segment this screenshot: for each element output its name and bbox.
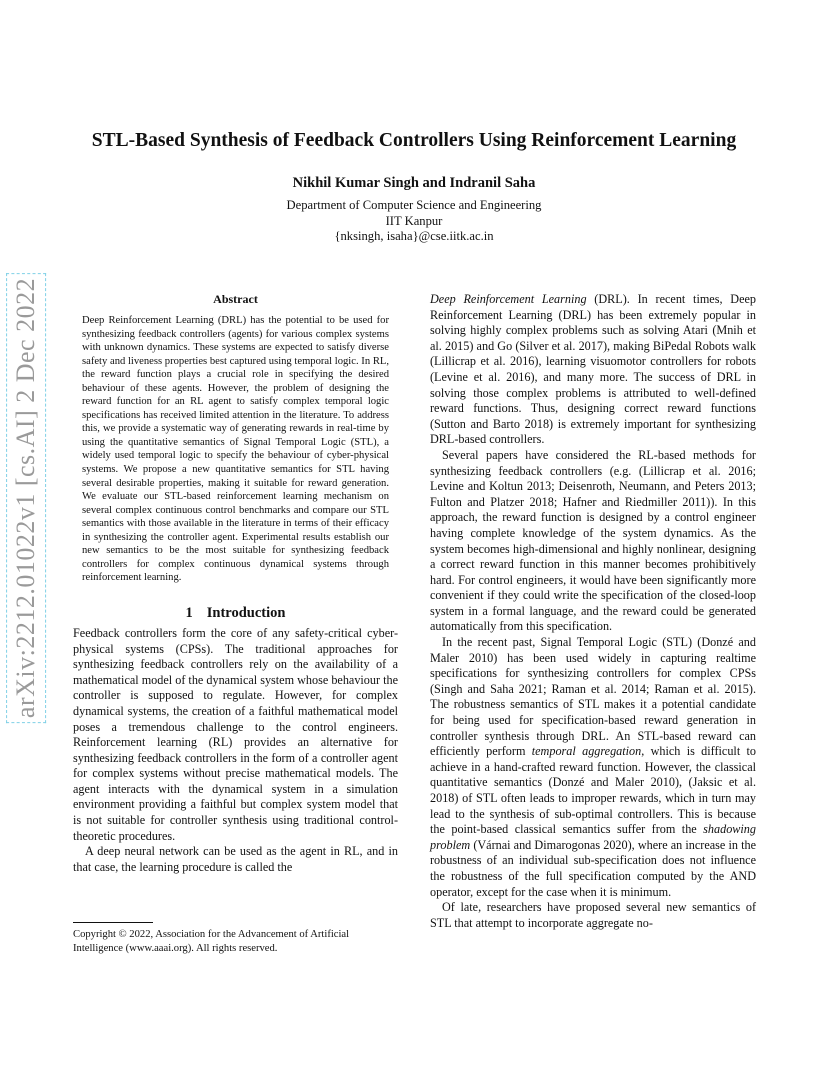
affiliation-department: Department of Computer Science and Engineering	[286, 198, 542, 212]
paper-title: STL-Based Synthesis of Feedback Controllers Using Reinforcement Learning	[91, 130, 737, 151]
section-title: Introduction	[206, 604, 286, 621]
section-number: 1	[185, 604, 193, 621]
right-paragraph-3-text-a: In the recent past, Signal Temporal Logic (STL) (Donzé and Maler 2010) has been used widely in capturing realtime specifications for synthesizing controllers for complex CPSs (Singh and Saha 2021; Raman et al. 2014; Raman et al. 2015). The robustness semantics of STL makes it a potential candidate for being used for specification-based reward generation in controller synthesis through DRL. An STL-based reward can efficiently perform	[430, 635, 756, 759]
affiliation-email: {nksingh, isaha}@cse.iitk.ac.in	[334, 229, 494, 243]
arxiv-identifier: arXiv:2212.01022v1 [cs.AI] 2 Dec 2022	[11, 277, 40, 719]
affiliation-institute: IIT Kanpur	[385, 213, 443, 228]
right-column	[430, 292, 756, 931]
abstract-text: Deep Reinforcement Learning (DRL) has the potential to be used for synthesizing feedback controllers (agents) for various complex systems with unknown dynamics. These systems are expected to satisfy diverse safety and liveness properties best captured using temporal logic. In RL, the reward function plays a crucial role in specifying the desired behaviour of these agents. However, the problem of designing the reward function for an RL agent to satisfy complex temporal logic specifications has received limited attention in the literature. To address this, we provide a systematic way of generating rewards in real-time by using the quantitative semantics of Signal Temporal Logic (STL), a widely used temporal logic to specify the behaviour of cyber-physical systems. We propose a new quantitative semantics for STL having several desirable properties, making it suitable for reward generation. We evaluate our STL-based reinforcement learning mechanism on several complex continuous control benchmarks and compare our STL semantics with those available in the literature in terms of their efficacy in synthesizing the controller agent. Experimental results establish our new semantics to be the most suitable for synthesizing feedback controllers for complex continuous dynamical systems through reinforcement learning.	[82, 315, 389, 584]
right-paragraph-4: Of late, researchers have proposed several new semantics of STL that attempt to incorporate aggregate no-	[430, 900, 756, 930]
copyright-footnote: Copyright © 2022, Association for the Advancement of Artificial Intelligence (www.aaai.org). All rights reserved.	[73, 929, 350, 954]
affiliation-block	[72, 198, 756, 245]
right-paragraph-1	[430, 292, 756, 448]
temporal-aggregation-italic: temporal aggregation	[531, 744, 642, 759]
right-paragraph-2: Several papers have considered the RL-based methods for synthesizing feedback controllers (e.g. (Lillicrap et al. 2016; Levine and Koltun 2013; Deisenroth, Neumann, and Peters 2013; Fulton and Platzer 2018; Hafner and Riedmiller 2011)). In this approach, the reward function is designed by a control engineer having complete knowledge of the system dynamics. As the system becomes high-dimensional and highly nonlinear, designing a correct reward function in this manner becomes prohibitively hard. For control engineers, it would have been significantly more convenient if they could write the specification of the closed-loop system in a formal language, and the reward could be generated automatically from this specification.	[430, 447, 756, 634]
section-heading-introduction	[73, 605, 398, 622]
intro-paragraph-2: A deep neural network can be used as the agent in RL, and in that case, the learning procedure is called the	[73, 844, 398, 874]
right-paragraph-1-text: (DRL). In recent times, Deep Reinforcement Learning (DRL) has been extremely popular in solving highly complex problems such as solving Atari (Mnih et al. 2015) and Go (Silver et al. 2017), making BiPedal Robots walk (Lillicrap et al. 2016), learning visuomotor controllers for robots (Levine et al. 2016), and many more. The success of DRL in solving those complex problems is attributed to well-defined reward functions. Thus, designing correct reward functions (Sutton and Barto 2018) is extremely important for synthesizing DRL-based controllers.	[430, 292, 756, 447]
right-paragraph-3	[430, 635, 756, 900]
abstract-heading: Abstract	[213, 292, 258, 306]
author-list: Nikhil Kumar Singh and Indranil Saha	[292, 175, 536, 191]
left-column	[73, 292, 398, 875]
right-paragraph-3-text-c: (Várnai and Dimarogonas 2020), where an increase in the robustness of an individual sub-specification does not influence the robustness of the full specification computed by the AND operator, except for the case when it is minimum.	[430, 837, 756, 899]
shadowing-problem-italic: shadowing problem	[430, 822, 756, 852]
intro-paragraph-1: Feedback controllers form the core of any safety-critical cyber-physical systems (CPSs). The traditional approaches for synthesizing feedback controllers rely on the availability of a mathematical model of the dynamical system whose behaviour the controller is supposed to regulate. However, for complex dynamical systems, the creation of a faithful mathematical model poses a tremendous challenge to the control engineers. Reinforcement learning (RL) provides an alternative for synthesizing feedback controllers in the form of a controller agent for complex systems without precise mathematical models. The agent interacts with the dynamical system in a simulation environment providing a faithful but complex system model that is not suitable for controller synthesis using traditional control-theoretic procedures.	[73, 625, 398, 843]
footnote-rule	[73, 922, 153, 923]
drl-term-italic: Deep Reinforcement Learning	[430, 292, 587, 306]
right-paragraph-3-text-b: , which is difficult to achieve in a hand-crafted reward function. However, the classical quantitative semantics (Donzé and Maler 2010), (Jaksic et al. 2018) of STL often leads to improper rewards, which in turn may lead to the synthesis of sub-optimal controllers. This is because the point-based classical semantics suffer from the	[430, 744, 757, 837]
arxiv-identifier-stamp	[8, 258, 44, 738]
